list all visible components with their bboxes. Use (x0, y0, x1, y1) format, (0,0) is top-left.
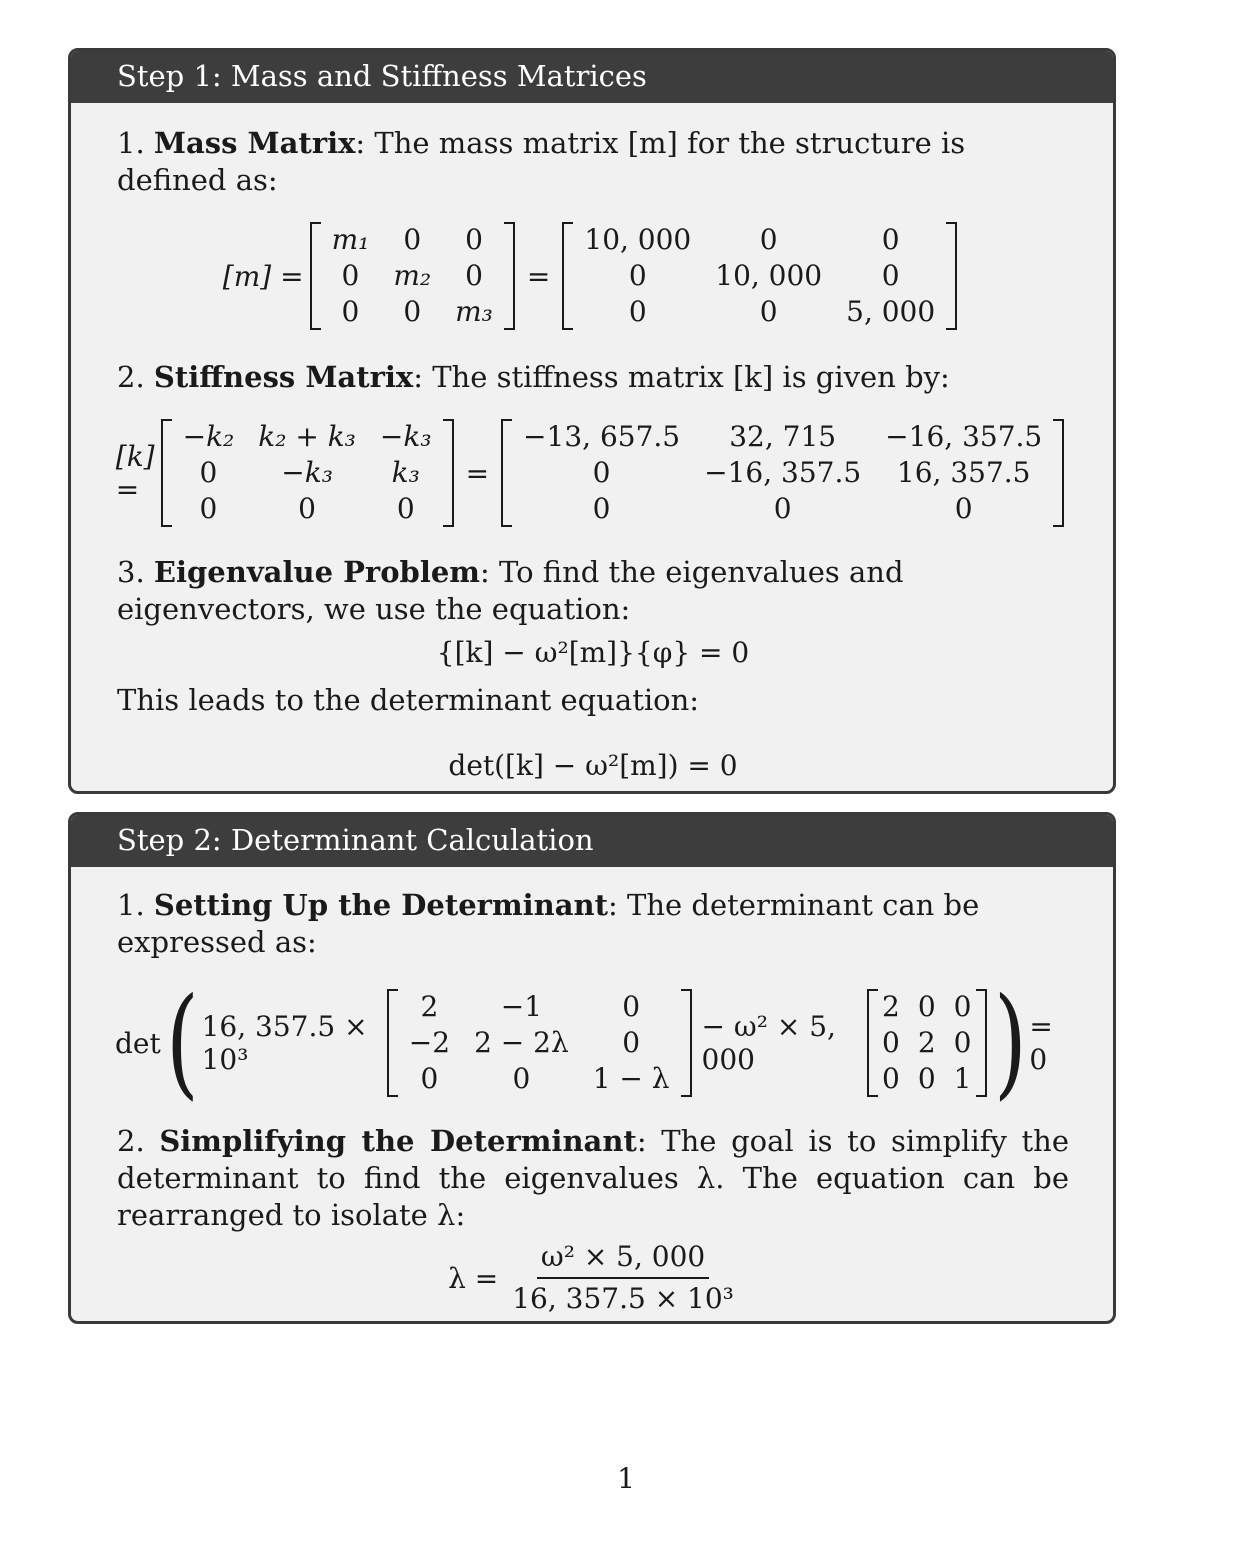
matrix-cell: 0 (882, 1062, 900, 1095)
matrix-cell: 0 (199, 456, 218, 489)
mass-matrix-paragraph (117, 125, 1069, 199)
equals-sign: = (465, 456, 490, 490)
eigenvalue-paragraph (117, 554, 1069, 628)
matrix-cell: 2 − 2λ (474, 1026, 569, 1059)
item-title: Stiffness Matrix (153, 360, 414, 394)
matrix-cell: −13, 657.5 (523, 420, 681, 453)
stiffness-symbolic-matrix (161, 419, 454, 527)
item-number: 2. (117, 1124, 145, 1158)
matrix-cell: 0 (881, 223, 900, 256)
eigenvalue-equation (117, 632, 1069, 672)
item-text: : The goal is to simplify the determinant to find the eigenvalues λ. The equation can be rearranged to isolate λ: (117, 1124, 1069, 1232)
minus-term: − ω² × 5, 000 (701, 1010, 836, 1076)
item-title: Setting Up the Determinant (153, 888, 609, 922)
page-number: 1 (617, 1462, 635, 1495)
matrix-cell: −2 (408, 1026, 451, 1059)
item-title: Mass Matrix (153, 126, 356, 160)
matrix-cell: 0 (341, 295, 360, 328)
lambda-fraction (508, 1240, 738, 1316)
matrix-cell: 0 (592, 456, 611, 489)
matrix-cell: 1 (953, 1062, 972, 1095)
matrix-cell: 0 (628, 295, 647, 328)
coefficient-matrix-1 (387, 989, 692, 1097)
step2-header: Step 2: Determinant Calculation (71, 815, 1113, 867)
right-paren: ) (993, 973, 1027, 1112)
item-title: Eigenvalue Problem (153, 555, 480, 589)
matrix-cell: −16, 357.5 (885, 420, 1043, 453)
lambda-lhs: λ = (448, 1261, 499, 1295)
matrix-cell: 32, 715 (729, 420, 837, 453)
matrix-cell: 0 (628, 259, 647, 292)
setup-determinant-paragraph (117, 887, 1069, 961)
matrix-cell: −k₂ (182, 420, 235, 453)
matrix-cell: 0 (953, 990, 972, 1023)
matrix-cell: 0 (773, 492, 792, 525)
matrix-cell: 10, 000 (715, 259, 823, 292)
stiffness-lhs: [k] = (115, 440, 155, 506)
matrix-cell: 0 (403, 223, 422, 256)
matrix-cell: 0 (622, 990, 641, 1023)
mass-lhs: [m] = (222, 259, 304, 293)
det-eq-text: det([k] − ω²[m]) = 0 (448, 748, 738, 782)
eigen-eq-text: {[k] − ω²[m]}{φ} = 0 (436, 635, 750, 669)
matrix-cell: 10, 000 (584, 223, 692, 256)
step2-body (71, 887, 1113, 1316)
matrix-cell: 0 (622, 1026, 641, 1059)
leads-to-text: This leads to the determinant equation: (117, 683, 700, 717)
matrix-cell: 16, 357.5 (896, 456, 1031, 489)
matrix-cell: 0 (298, 492, 316, 525)
matrix-cell: 0 (512, 1062, 531, 1095)
lambda-denominator: 16, 357.5 × 10³ (512, 1282, 734, 1315)
matrix-cell: 0 (199, 492, 218, 525)
matrix-cell: k₃ (391, 456, 420, 489)
matrix-cell: 0 (592, 492, 611, 525)
matrix-cell: −1 (500, 990, 543, 1023)
matrix-cell: m₁ (331, 223, 370, 256)
step2-box (68, 812, 1116, 1324)
step1-header: Step 1: Mass and Stiffness Matrices (71, 51, 1113, 103)
matrix-cell: 1 − λ (592, 1062, 670, 1095)
stiffness-numeric-matrix (501, 419, 1064, 527)
coefficient-matrix-2 (867, 989, 986, 1097)
item-text: : The determinant can be expressed as: (117, 888, 980, 959)
item-text: : To find the eigenvalues and eigenvectors, we use the equation: (117, 555, 904, 626)
matrix-cell: 0 (917, 1062, 936, 1095)
matrix-cell: 0 (953, 1026, 972, 1059)
matrix-cell: 5, 000 (846, 295, 936, 328)
matrix-cell: 0 (881, 259, 900, 292)
matrix-cell: m₃ (455, 295, 493, 328)
matrix-cell: 0 (917, 990, 936, 1023)
matrix-cell: 0 (341, 259, 360, 292)
matrix-cell: m₂ (393, 259, 432, 292)
matrix-cell: −16, 357.5 (704, 456, 862, 489)
matrix-cell: 0 (465, 259, 483, 292)
simplify-determinant-paragraph (117, 1123, 1069, 1234)
lambda-equation (117, 1240, 1069, 1316)
item-number: 2. (117, 360, 145, 394)
item-text: : The stiffness matrix [k] is given by: (413, 360, 950, 394)
stiffness-matrix-equation (117, 418, 1069, 528)
equals-zero: = 0 (1029, 1010, 1053, 1076)
lambda-numerator: ω² × 5, 000 (537, 1240, 709, 1279)
item-number: 3. (117, 555, 145, 589)
item-title: Simplifying the Determinant (159, 1124, 637, 1158)
det-label: det (115, 1026, 161, 1060)
item-number: 1. (117, 126, 145, 160)
mass-symbolic-matrix (310, 222, 515, 330)
matrix-cell: 0 (759, 295, 778, 328)
matrix-cell: 0 (465, 223, 483, 256)
determinant-expression (115, 973, 1069, 1112)
matrix-cell: 0 (759, 223, 778, 256)
determinant-equation (117, 745, 1069, 785)
matrix-cell: 0 (396, 492, 415, 525)
matrix-cell: 0 (954, 492, 973, 525)
mass-numeric-matrix (562, 222, 957, 330)
matrix-cell: 0 (420, 1062, 439, 1095)
step1-body (71, 125, 1113, 785)
matrix-cell: −k₃ (379, 420, 432, 453)
mass-matrix-equation (117, 221, 1069, 331)
matrix-cell: 2 (420, 990, 439, 1023)
left-paren: ( (165, 973, 199, 1112)
matrix-cell: −k₃ (281, 456, 333, 489)
matrix-cell: 0 (403, 295, 422, 328)
coefficient-1: 16, 357.5 × 10³ (201, 1010, 368, 1076)
item-text: : The mass matrix [m] for the structure is defined as: (117, 126, 966, 197)
matrix-cell: 2 (917, 1026, 936, 1059)
item-number: 1. (117, 888, 145, 922)
matrix-cell: k₂ + k₃ (258, 420, 356, 453)
step1-box (68, 48, 1116, 794)
matrix-cell: 0 (882, 1026, 900, 1059)
equals-sign: = (526, 259, 551, 293)
matrix-cell: 2 (882, 990, 900, 1023)
stiffness-matrix-paragraph (117, 359, 1069, 396)
